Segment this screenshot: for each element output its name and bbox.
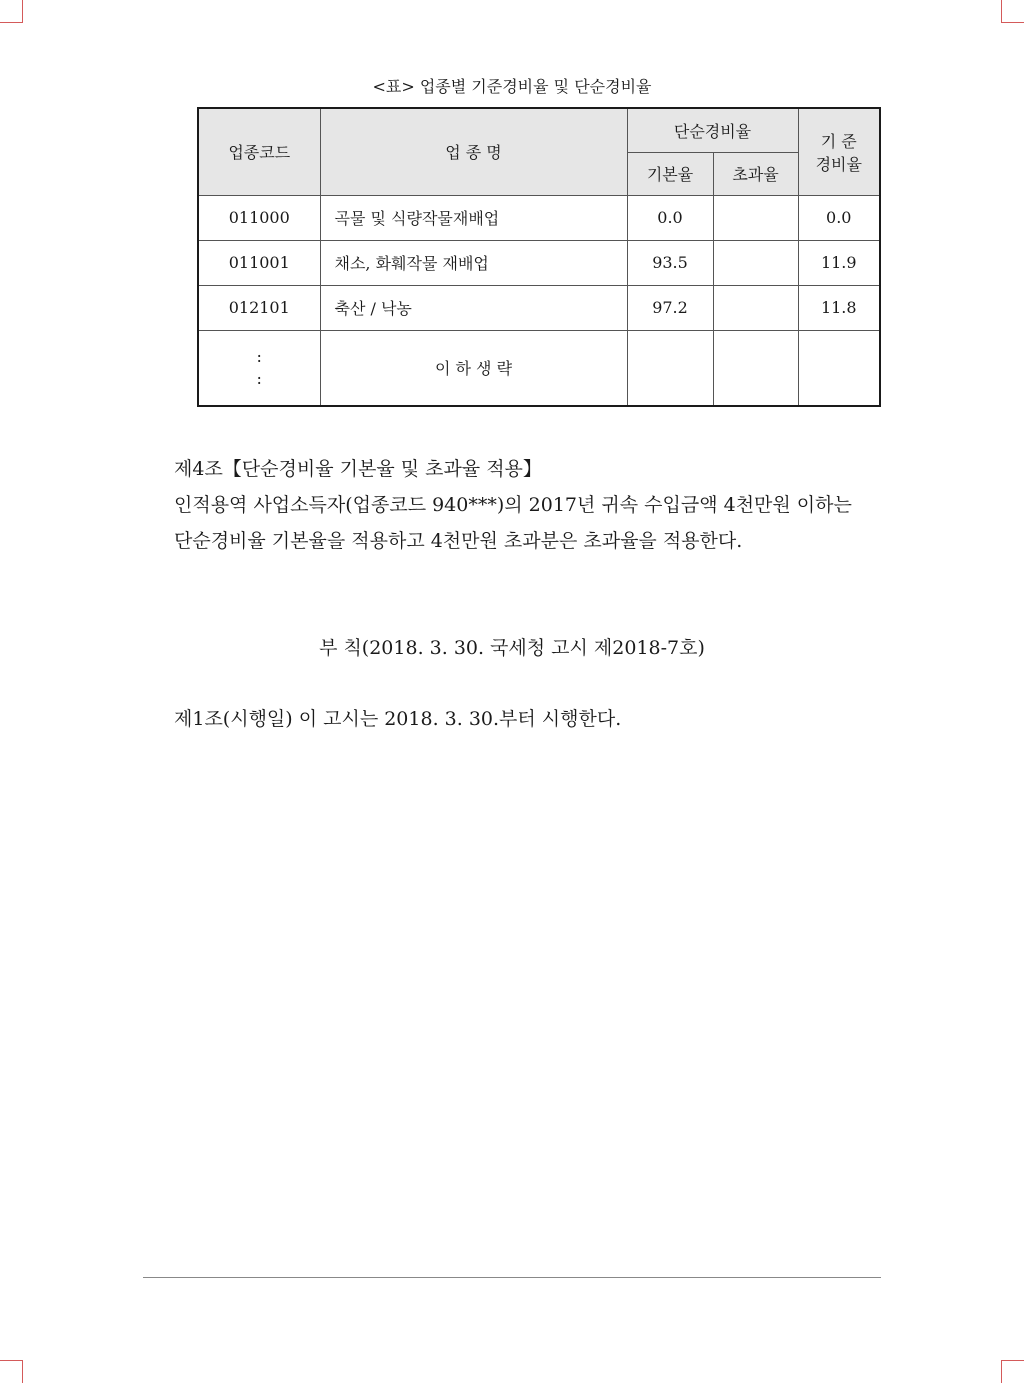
cell-basic: 93.5 (627, 240, 713, 285)
table-ellipsis-row (198, 330, 880, 406)
cell-excess (713, 195, 798, 240)
header-basic-rate: 기본율 (627, 152, 713, 195)
header-name: 업 종 명 (320, 108, 627, 195)
header-simple-rate: 단순경비율 (627, 108, 798, 152)
article4-body-line2: 단순경비율 기본율을 적용하고 4천만원 초과분은 초과율을 적용한다. (174, 530, 743, 552)
cell-empty (713, 330, 798, 406)
header-standard-line1: 기 준 (820, 131, 857, 151)
article4-body-line1: 인적용역 사업소득자(업종코드 940***)의 2017년 귀속 수입금액 4천만원 이하는 (174, 494, 852, 516)
crop-mark-bottom-left (0, 1360, 23, 1383)
header-standard-rate (798, 108, 880, 195)
cell-basic: 97.2 (627, 285, 713, 330)
cell-name: 채소, 화훼작물 재배업 (320, 240, 627, 285)
cell-standard: 11.8 (798, 285, 880, 330)
cell-excess (713, 285, 798, 330)
crop-mark-top-right (1001, 0, 1024, 23)
table-row (198, 195, 880, 240)
header-excess-rate: 초과율 (713, 152, 798, 195)
cell-name: 축산 / 낙농 (320, 285, 627, 330)
cell-empty (627, 330, 713, 406)
cell-excess (713, 240, 798, 285)
article4-heading: 제4조【단순경비율 기본율 및 초과율 적용】 (174, 458, 542, 480)
cell-code: 011000 (198, 195, 320, 240)
cell-code: 011001 (198, 240, 320, 285)
article1-effective-date: 제1조(시행일) 이 고시는 2018. 3. 30.부터 시행한다. (174, 708, 622, 730)
cell-code: 012101 (198, 285, 320, 330)
crop-mark-top-left (0, 0, 23, 23)
cell-standard: 0.0 (798, 195, 880, 240)
ellipsis-colon: : (256, 346, 262, 366)
table-row (198, 285, 880, 330)
table-row (198, 240, 880, 285)
cell-omitted-text: 이 하 생 략 (320, 330, 627, 406)
table-header-row (198, 108, 880, 152)
expense-rate-table (197, 107, 881, 407)
table-caption: <표> 업종별 기준경비율 및 단순경비율 (372, 77, 652, 96)
crop-mark-bottom-right (1001, 1360, 1024, 1383)
cell-basic: 0.0 (627, 195, 713, 240)
cell-empty (798, 330, 880, 406)
header-code: 업종코드 (198, 108, 320, 195)
addenda-title: 부 칙(2018. 3. 30. 국세청 고시 제2018-7호) (319, 637, 705, 659)
footer-rule (143, 1277, 881, 1278)
cell-code-ellipsis (198, 330, 320, 406)
ellipsis-colon: : (256, 368, 262, 388)
header-standard-line2: 경비율 (815, 154, 862, 174)
cell-standard: 11.9 (798, 240, 880, 285)
cell-name: 곡물 및 식량작물재배업 (320, 195, 627, 240)
